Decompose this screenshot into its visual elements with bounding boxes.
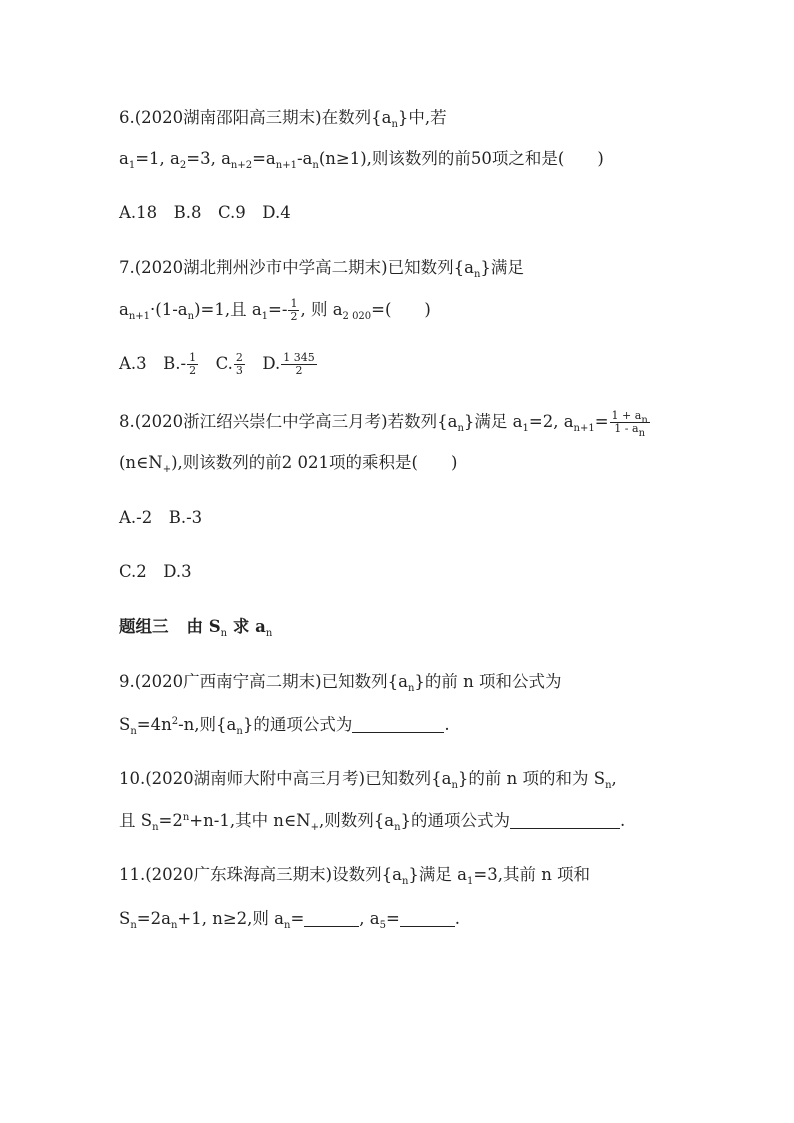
q9-stem: 9.(2020广西南宁高二期末)已知数列$\{a_n\}$的前 n 项和公式为 bbox=[119, 672, 562, 694]
q6-condition: $a_1=1$, $a_2=3$, $a_{n+2}=a_{n+1}-a_n(n\ge 1)$,则该数列的前50项之和是( ) bbox=[119, 149, 604, 171]
q7-stem: 7.(2020湖北荆州沙市中学高二期末)已知数列$\{a_n\}$满足 bbox=[119, 258, 524, 280]
q7-condition: $a_{n+1}\cdot(1-a_n)=1$,且 $a_1=-$ $\frac{1}{2}$ , 则 $a_{2 020}=$( ) bbox=[119, 297, 431, 323]
answer-blank[interactable] bbox=[510, 812, 620, 829]
q11-condition: $S_n=2a_n+1$, n≥2,则 $a_n=$ , $a_5=$ . bbox=[119, 909, 461, 931]
q8-condition: $(n\in N_+)$,则该数列的前2 021项的乘积是( ) bbox=[119, 453, 458, 475]
q8-options-row1: A.-2 B.-3 bbox=[119, 508, 203, 527]
answer-blank-an[interactable] bbox=[304, 910, 359, 927]
q7-options: A.3 B.- $\frac{1}{2}$ C. $\frac{2}{3}$ D. $\frac{1 345}{2}$ bbox=[119, 351, 315, 377]
q11-stem: 11.(2020广东珠海高三期末)设数列$\{a_n\}$满足 $a_1=3$,其前 n 项和 bbox=[119, 865, 591, 887]
q8-options-row2: C.2 D.3 bbox=[119, 562, 192, 581]
q10-stem: 10.(2020湖南师大附中高三月考)已知数列$\{a_n\}$的前 n 项的和为 $S_n$, bbox=[119, 769, 617, 791]
fraction: $\frac{1 + a_n}{1 - a_n}$ bbox=[611, 409, 648, 439]
q6-options: A.18 B.8 C.9 D.4 bbox=[119, 203, 291, 222]
group3-heading: 题组三 由 $S_n$ 求 $a_n$ bbox=[119, 617, 273, 639]
answer-blank-a5[interactable] bbox=[400, 910, 455, 927]
q8-stem: 8.(2020浙江绍兴崇仁中学高三月考)若数列$\{a_n\}$满足 $a_1=2$, $a_{n+1}=$ $\frac{1 + a_n}{1 - a_n}$ bbox=[119, 409, 648, 439]
q6-stem: 6.(2020湖南邵阳高三期末)在数列$\{a_n\}$中,若 bbox=[119, 108, 447, 130]
fraction: $\frac{1}{2}$ bbox=[290, 297, 298, 323]
fraction: $\frac{2}{3}$ bbox=[235, 351, 243, 377]
answer-blank[interactable] bbox=[352, 716, 444, 733]
fraction: $\frac{1}{2}$ bbox=[189, 351, 197, 377]
q9-condition: $S_n=4n^2-n$,则$\{a_n\}$的通项公式为 . bbox=[119, 715, 450, 737]
fraction: $\frac{1 345}{2}$ bbox=[283, 351, 315, 377]
q10-condition: 且 $S_n=2^n+n-1$,其中 $n\in N_+$,则数列$\{a_n\}$的通项公式为 . bbox=[119, 811, 626, 833]
